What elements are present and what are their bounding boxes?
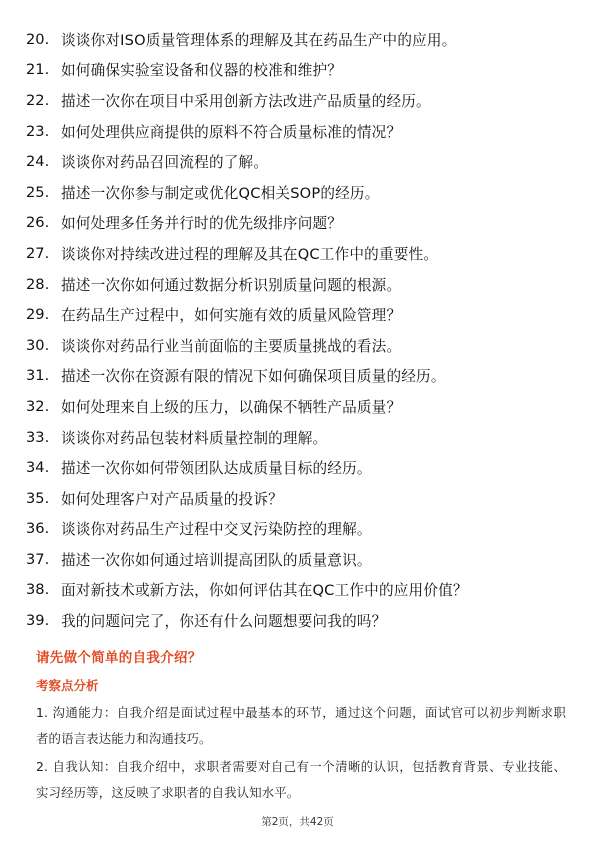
list-item [26,483,576,514]
page-footer: 第2页，共42页 [261,816,334,828]
list-item [26,452,576,483]
list-item [26,422,576,453]
list-item [26,391,576,422]
question-text: 谈谈你对药品生产过程中交叉污染防控的理解。 [61,521,372,539]
question-number: 25. [26,183,50,201]
list-item [26,544,576,575]
question-text: 如何处理多任务并行时的优先级排序问题？ [61,215,343,233]
question-number: 39. [26,612,50,630]
question-text: 面对新技术或新方法，你如何评估其在QC工作中的应用价值？ [61,582,468,600]
question-number: 27. [26,244,50,262]
question-number: 28. [26,275,50,293]
analysis-heading: 考察点分析 [36,678,99,693]
question-number: 22. [26,91,50,109]
list-item [26,330,576,361]
question-number: 37. [26,550,50,568]
section-title: 请先做个简单的自我介绍？ [36,650,202,666]
question-number: 32. [26,397,50,415]
question-text: 谈谈你对药品行业当前面临的主要质量挑战的看法。 [61,337,402,355]
list-item [26,299,576,330]
question-text: 如何处理客户对产品质量的投诉？ [61,490,283,508]
list-item [26,269,576,300]
question-text: 如何处理来自上级的压力，以确保不牺牲产品质量？ [61,398,402,416]
question-number: 23. [26,122,50,140]
list-item [26,177,576,208]
question-text: 描述一次你如何通过数据分析识别质量问题的根源。 [61,276,402,294]
list-item [26,605,576,636]
list-item [26,55,576,86]
analysis-paragraph: 1. 沟通能力：自我介绍是面试过程中最基本的环节，通过这个问题，面试官可以初步判断求职者的语言表达能力和沟通技巧。 [36,705,566,746]
analysis-paragraph: 2. 自我认知：自我介绍中，求职者需要对自己有一个清晰的认识，包括教育背景、专业技能、实习经历等，这反映了求职者的自我认知水平。 [36,759,566,800]
question-number: 20. [26,30,50,48]
question-number: 29. [26,306,50,324]
question-text: 如何处理供应商提供的原料不符合质量标准的情况？ [61,123,402,141]
list-item [26,208,576,239]
question-text: 如何确保实验室设备和仪器的校准和维护？ [61,62,343,80]
question-number: 35. [26,489,50,507]
question-list [26,24,576,636]
question-text: 描述一次你在项目中采用创新方法改进产品质量的经历。 [61,92,431,110]
question-text: 谈谈你对药品召回流程的了解。 [61,154,269,172]
question-number: 33. [26,428,50,446]
question-number: 38. [26,581,50,599]
list-item [26,514,576,545]
question-text: 谈谈你对药品包装材料质量控制的理解。 [61,429,328,447]
question-text: 在药品生产过程中，如何实施有效的质量风险管理？ [61,307,402,325]
question-number: 36. [26,520,50,538]
list-item [26,238,576,269]
question-number: 26. [26,214,50,232]
question-number: 34. [26,459,50,477]
question-text: 描述一次你如何带领团队达成质量目标的经历。 [61,460,372,478]
list-item [26,85,576,116]
question-text: 描述一次你参与制定或优化QC相关SOP的经历。 [61,184,380,202]
list-item [26,361,576,392]
list-item [26,575,576,606]
list-item [26,24,576,55]
question-text: 描述一次你在资源有限的情况下如何确保项目质量的经历。 [61,368,446,386]
question-text: 谈谈你对ISO质量管理体系的理解及其在药品生产中的应用。 [61,31,457,49]
list-item [26,116,576,147]
question-text: 谈谈你对持续改进过程的理解及其在QC工作中的重要性。 [61,245,439,263]
question-number: 21. [26,61,50,79]
question-text: 我的问题问完了，你还有什么问题想要问我的吗？ [61,613,387,631]
question-number: 30. [26,336,50,354]
question-number: 31. [26,367,50,385]
question-number: 24. [26,153,50,171]
question-text: 描述一次你如何通过培训提高团队的质量意识。 [61,551,372,569]
list-item [26,146,576,177]
